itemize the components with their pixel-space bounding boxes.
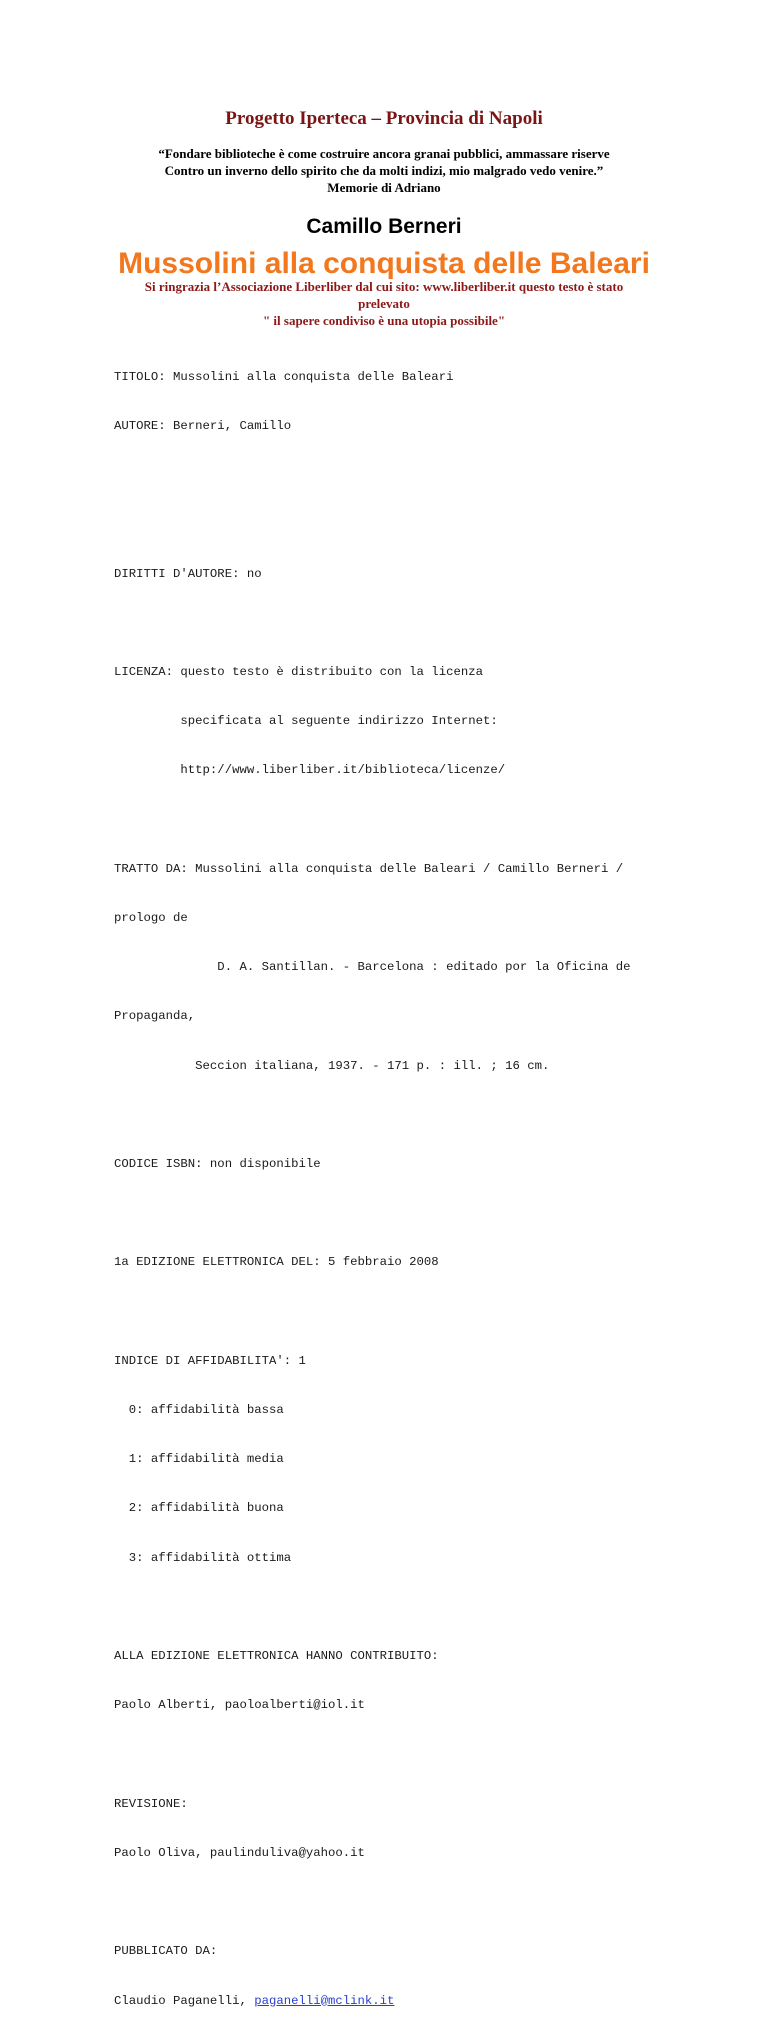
colophon-title: TITOLO: Mussolini alla conquista delle Baleari — [114, 369, 454, 384]
colophon-source: Seccion italiana, 1937. - 171 p. : ill. ; 16 cm. — [114, 1058, 550, 1073]
colophon-source: Propaganda, — [114, 1009, 196, 1024]
colophon-reviser: Paolo Oliva, paulinduliva@yahoo.it — [114, 1845, 365, 1860]
colophon-edition: 1a EDIZIONE ELETTRONICA DEL: 5 febbraio 2008 — [114, 1255, 439, 1270]
acknowledgement-line: Si ringrazia l’Associazione Liberliber dal cui sito: www.liberliber.it questo testo è stato — [144, 279, 624, 294]
colophon — [114, 336, 674, 2042]
colophon-reliability-title: INDICE DI AFFIDABILITA': 1 — [114, 1353, 306, 1368]
author-name: Camillo Berneri — [306, 215, 462, 238]
colophon-license: specificata al seguente indirizzo Internet: — [114, 714, 498, 729]
colophon-publisher — [114, 1993, 674, 2009]
colophon-publisher-title: PUBBLICATO DA: — [114, 1944, 218, 1959]
quote-line: Contro un inverno dello spirito che da molti indizi, mio malgrado vedo venire.” — [164, 163, 604, 178]
epigraph-quote — [0, 145, 768, 196]
publisher-name: Claudio Paganelli, — [114, 1993, 255, 2008]
quote-line: “Fondare biblioteche è come costruire ancora granai pubblici, ammassare riserve — [158, 146, 610, 161]
colophon-source: TRATTO DA: Mussolini alla conquista delle Baleari / Camillo Berneri / — [114, 861, 624, 876]
colophon-revision-title: REVISIONE: — [114, 1796, 188, 1811]
colophon-license: LICENZA: questo testo è distribuito con la licenza — [114, 665, 483, 680]
colophon-reliability-item: 0: affidabilità bassa — [114, 1403, 284, 1418]
colophon-source: prologo de — [114, 911, 188, 926]
colophon-rights: DIRITTI D'AUTORE: no — [114, 566, 262, 581]
acknowledgement-motto: " il sapere condiviso è una utopia possibile" — [262, 313, 506, 328]
colophon-contributors-title: ALLA EDIZIONE ELETTRONICA HANNO CONTRIBUITO: — [114, 1649, 439, 1664]
project-title: Progetto Iperteca – Provincia di Napoli — [225, 108, 543, 129]
colophon-reliability-item: 1: affidabilità media — [114, 1452, 284, 1467]
acknowledgement — [100, 278, 668, 329]
colophon-reliability-item: 3: affidabilità ottima — [114, 1550, 292, 1565]
colophon-source: D. A. Santillan. - Barcelona : editado por la Oficina de — [114, 960, 631, 975]
colophon-reliability-item: 2: affidabilità buona — [114, 1501, 284, 1516]
colophon-license: http://www.liberliber.it/biblioteca/licenze/ — [114, 763, 506, 778]
colophon-isbn: CODICE ISBN: non disponibile — [114, 1157, 321, 1172]
quote-source: Memorie di Adriano — [327, 180, 441, 195]
publisher-email-link[interactable]: paganelli@mclink.it — [254, 1993, 395, 2008]
colophon-author: AUTORE: Berneri, Camillo — [114, 419, 292, 434]
book-title: Mussolini alla conquista delle Baleari — [118, 247, 650, 280]
colophon-contributor: Paolo Alberti, paoloalberti@iol.it — [114, 1698, 365, 1713]
acknowledgement-line: prelevato — [358, 296, 410, 311]
